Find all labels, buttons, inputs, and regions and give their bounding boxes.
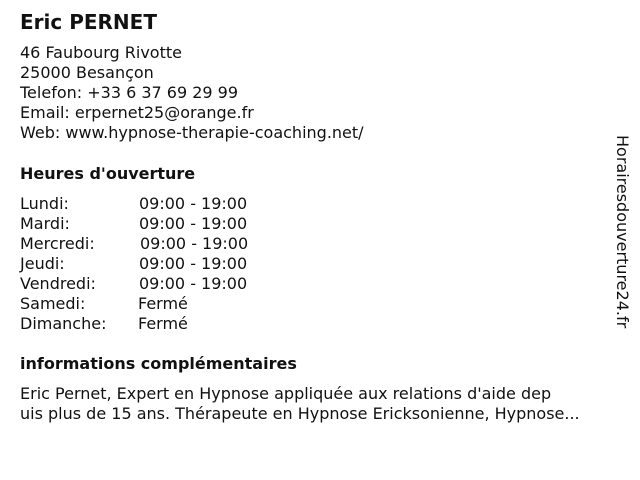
contact-details [20,43,364,143]
day-label: Dimanche: [20,314,107,333]
address-street: 46 Faubourg Rivotte [20,43,182,62]
phone-line: Telefon: +33 6 37 69 29 99 [20,83,239,102]
day-label: Mercredi: [20,234,95,253]
opening-hours-heading: Heures d'ouverture [20,164,196,183]
email-line: Email: erpernet25@orange.fr [20,103,254,122]
additional-info-heading: informations complémentaires [20,354,297,373]
day-hours: 09:00 - 19:00 [140,234,249,253]
day-hours: 09:00 - 19:00 [139,214,248,233]
web-line: Web: www.hypnose-therapie-coaching.net/ [20,123,364,142]
day-hours: Fermé [138,294,188,313]
day-label: Samedi: [20,294,86,313]
info-line-2: uis plus de 15 ans. Thérapeute en Hypnose Ericksonienne, Hypnose... [20,404,580,423]
info-line-1: Eric Pernet, Expert en Hypnose appliquée aux relations d'aide dep [20,384,552,403]
additional-info-text [20,384,632,424]
address-city: 25000 Besançon [20,63,154,82]
site-watermark: Horairesdouverture24.fr [613,135,632,329]
day-hours: 09:00 - 19:00 [139,194,248,213]
day-hours: 09:00 - 19:00 [139,274,248,293]
day-hours: Fermé [138,314,188,333]
day-label: Lundi: [20,194,69,213]
day-label: Jeudi: [20,254,65,273]
business-name: Eric PERNET [20,10,157,34]
day-label: Mardi: [20,214,70,233]
day-hours: 09:00 - 19:00 [139,254,248,273]
day-label: Vendredi: [20,274,96,293]
